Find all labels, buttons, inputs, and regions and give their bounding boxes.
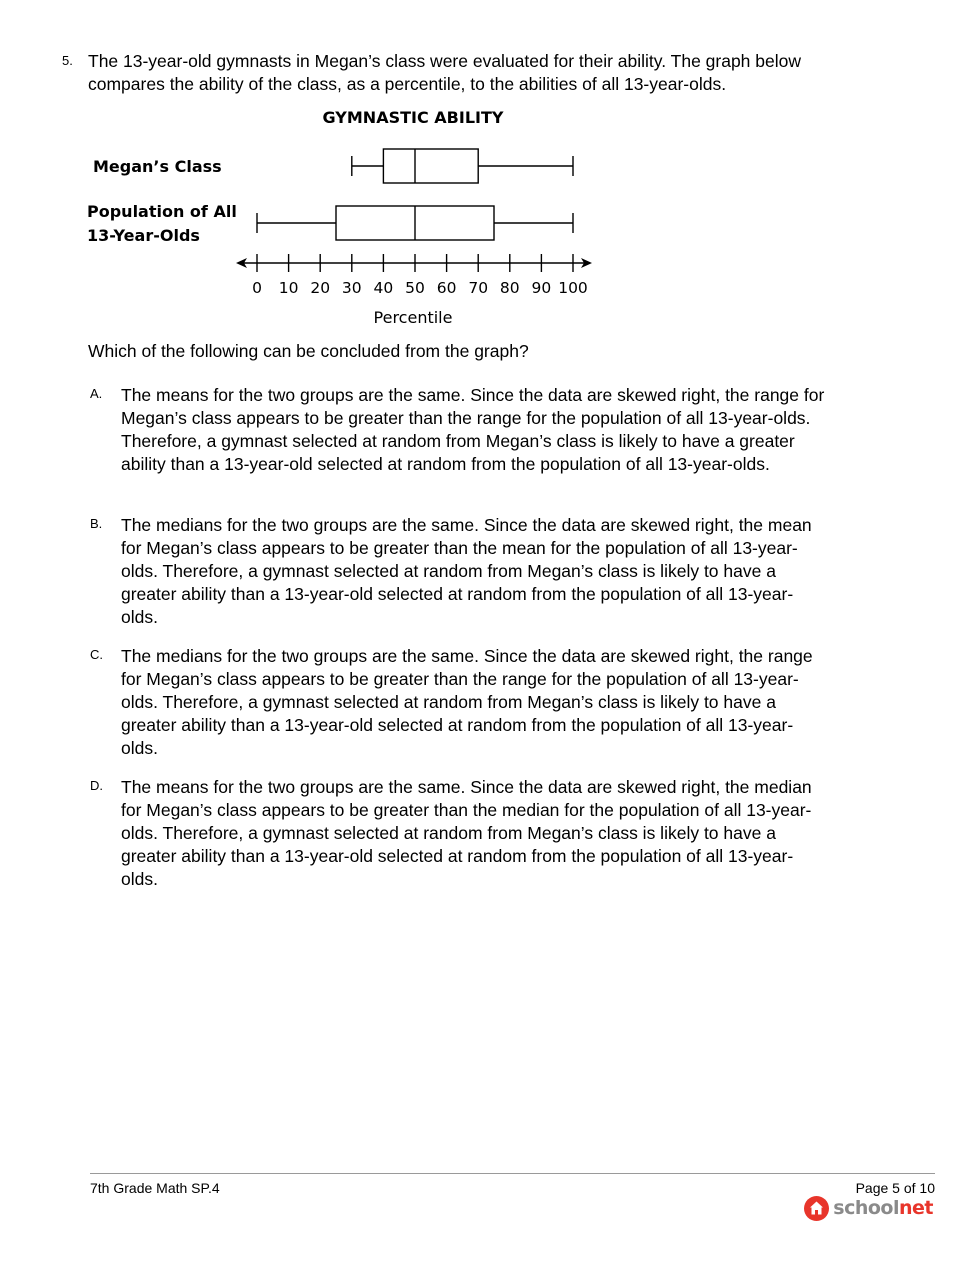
house-icon: [804, 1196, 829, 1221]
choice-letter: B.: [90, 516, 103, 531]
choice-text: The medians for the two groups are the same. Since the data are skewed right, the range for Megan’s class appears to be greater than the range for the population of all 13-year-olds. Therefore, a gymnast selected at random from Megan’s class is likely to have a greater ability than a 13-year-old selected at random from the population of all 13-year-olds.: [121, 646, 813, 758]
tick-label: 30: [341, 279, 362, 297]
question-prompt: Which of the following can be concluded from the graph?: [88, 341, 529, 361]
choice-text: The means for the two groups are the same. Since the data are skewed right, the median for Megan’s class appears to be greater than the median for the population of all 13-year-olds. Therefore, a gymnast selected at random from Megan’s class is likely to have a greater ability than a 13-year-old selected at random from the population of all 13-year-olds.: [121, 777, 812, 889]
iqr-box: [383, 149, 478, 183]
tick-label: 70: [468, 279, 489, 297]
series-label: 13-Year-Olds: [87, 226, 200, 245]
tick-label: 80: [499, 279, 520, 297]
question-number: 5.: [62, 53, 73, 68]
tick-label: 40: [373, 279, 394, 297]
tick-label: 60: [436, 279, 457, 297]
tick-label: 10: [278, 279, 299, 297]
series-label: Population of All: [87, 202, 237, 221]
choice-letter: A.: [90, 386, 103, 401]
tick-label: 50: [405, 279, 425, 297]
tick-label: 20: [310, 279, 331, 297]
choice-letter: D.: [90, 778, 103, 793]
boxplot-chart: [80, 100, 620, 340]
schoolnet-logo: [804, 1194, 933, 1222]
series-label: Megan’s Class: [93, 157, 222, 176]
chart-title: GYMNASTIC ABILITY: [322, 108, 504, 127]
question-stem: The 13-year-old gymnasts in Megan’s class were evaluated for their ability. The graph below compares the ability of the class, as a percentile, to the abilities of all 13-year-olds.: [88, 51, 802, 94]
footer-page-number: Page 5 of 10: [855, 1180, 935, 1196]
choice-text: The medians for the two groups are the same. Since the data are skewed right, the mean for Megan’s class appears to be greater than the mean for the population of all 13-year-olds. Therefore, a gymnast selected at random from Megan’s class is likely to have a greater ability than a 13-year-old selected at random from the population of all 13-year-olds.: [121, 515, 812, 627]
footer-divider: [90, 1173, 935, 1174]
x-axis-label: Percentile: [373, 308, 453, 327]
choice-text: The means for the two groups are the same. Since the data are skewed right, the range for Megan’s class appears to be greater than the range for the population of all 13-year-olds. Therefore, a gymnast selected at random from Megan’s class is likely to have a greater ability than a 13-year-old selected at random from the population of all 13-year-olds.: [121, 385, 825, 474]
tick-label: 90: [531, 279, 552, 297]
boxplot-svg: [80, 100, 620, 335]
tick-label: 0: [252, 279, 262, 297]
logo-text: schoolnet: [833, 1197, 933, 1219]
tick-label: 100: [558, 279, 588, 297]
footer-course: 7th Grade Math SP.4: [90, 1180, 220, 1196]
choice-letter: C.: [90, 647, 103, 662]
